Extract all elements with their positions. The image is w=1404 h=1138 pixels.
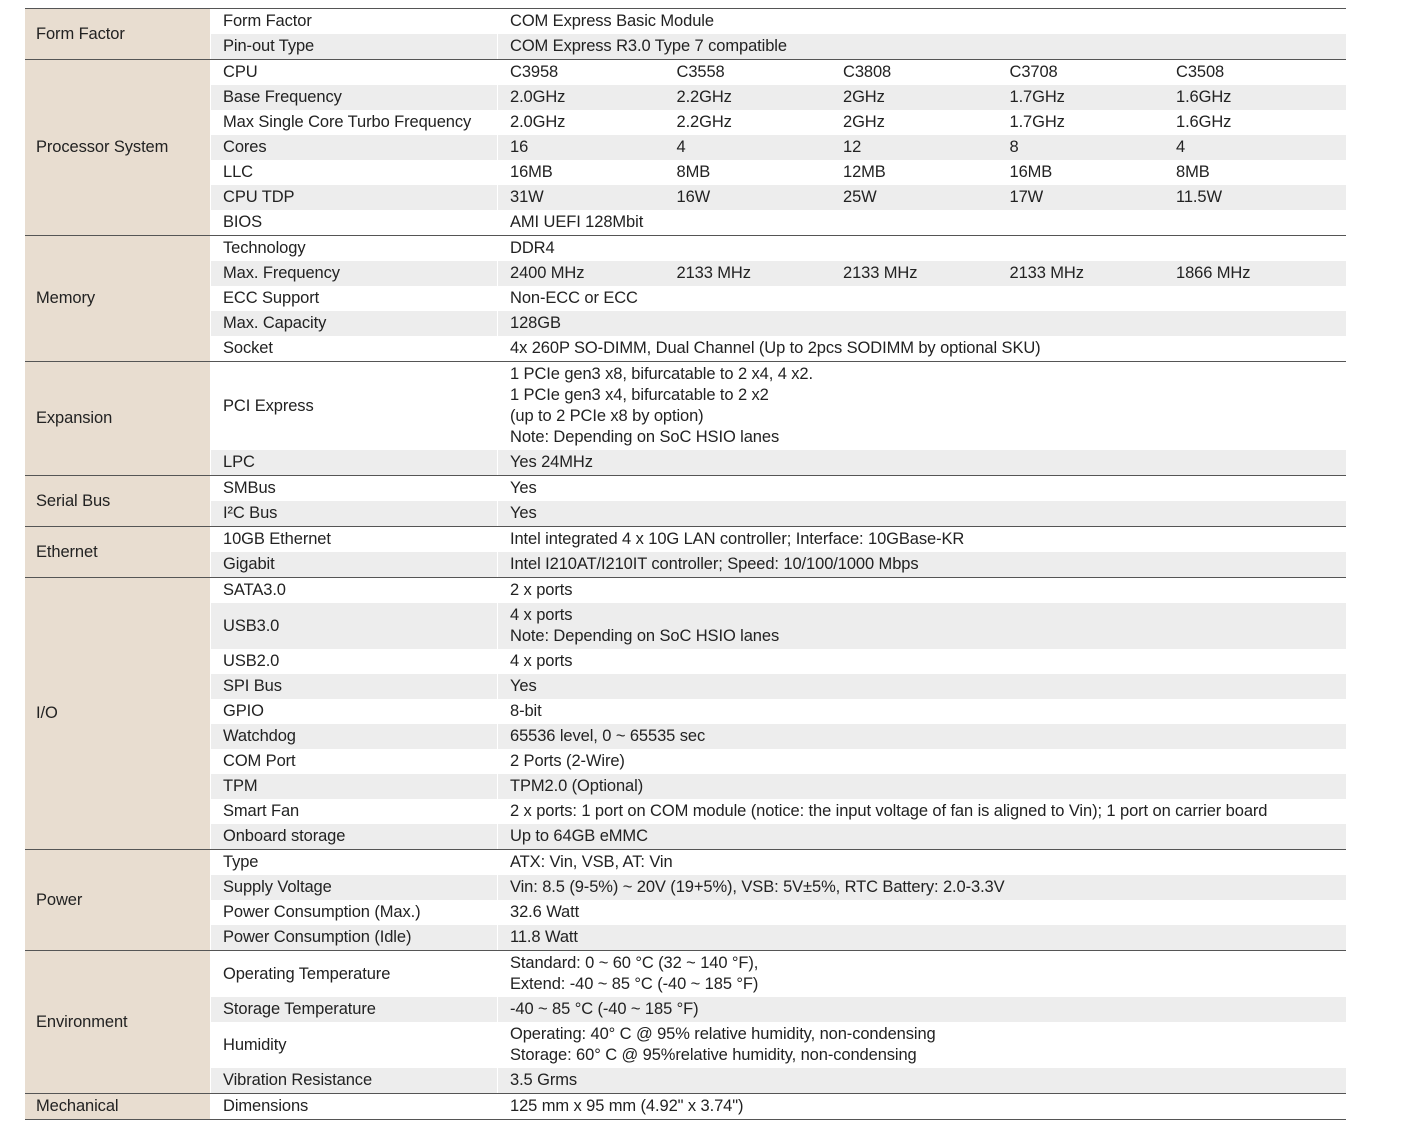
spec-row [211, 724, 1346, 749]
spec-group [25, 950, 1346, 1093]
spec-row [211, 501, 1346, 526]
spec-label: Power Consumption (Max.) [211, 900, 498, 925]
spec-value-line: Extend: -40 ~ 85 °C (-40 ~ 185 °F) [510, 975, 759, 993]
spec-label: Technology [211, 236, 498, 261]
spec-value [498, 1094, 1346, 1119]
spec-cell: 1.6GHz [1176, 88, 1232, 106]
spec-row [211, 875, 1346, 900]
spec-row [211, 135, 1346, 160]
category-label: Expansion [25, 362, 211, 475]
spec-rows [211, 476, 1346, 526]
spec-cell: 31W [510, 188, 544, 206]
spec-value-line: Note: Depending on SoC HSIO lanes [510, 627, 780, 645]
spec-multi-value [498, 113, 1346, 132]
spec-label: Cores [211, 135, 498, 160]
spec-group [25, 526, 1346, 577]
spec-label: CPU [211, 60, 498, 85]
spec-value-line: Vin: 8.5 (9-5%) ~ 20V (19+5%), VSB: 5V±5%, RTC Battery: 2.0-3.3V [510, 878, 1005, 896]
spec-row [211, 850, 1346, 875]
spec-value [498, 527, 1346, 552]
spec-label: Storage Temperature [211, 997, 498, 1022]
spec-label: Operating Temperature [211, 951, 498, 997]
spec-value [498, 603, 1346, 649]
spec-value-line: Yes [510, 479, 537, 497]
spec-rows [211, 60, 1346, 235]
spec-group [25, 8, 1346, 59]
spec-label: Max. Frequency [211, 261, 498, 286]
spec-rows [211, 362, 1346, 475]
spec-value [498, 724, 1346, 749]
spec-row [211, 774, 1346, 799]
spec-label: 10GB Ethernet [211, 527, 498, 552]
spec-rows [211, 236, 1346, 361]
category-label: Power [25, 850, 211, 950]
spec-label: ECC Support [211, 286, 498, 311]
spec-value [498, 578, 1346, 603]
spec-cell: 2133 MHz [676, 264, 751, 282]
spec-rows [211, 1094, 1346, 1119]
spec-cell: 2.0GHz [510, 113, 566, 131]
spec-value [498, 774, 1346, 799]
spec-multi-value [498, 163, 1346, 182]
spec-value [498, 1022, 1346, 1068]
spec-row [211, 799, 1346, 824]
spec-cell: 2.0GHz [510, 88, 566, 106]
spec-label: Supply Voltage [211, 875, 498, 900]
spec-cell: C3958 [510, 63, 559, 81]
spec-row [211, 9, 1346, 34]
spec-label: SPI Bus [211, 674, 498, 699]
category-label: I/O [25, 578, 211, 849]
spec-value-line: 2 x ports: 1 port on COM module (notice: the input voltage of fan is aligned to Vin); 1 port on carrier board [510, 802, 1268, 820]
spec-row [211, 951, 1346, 997]
spec-value-line: Operating: 40° C @ 95% relative humidity, non-condensing [510, 1025, 936, 1043]
spec-label: Dimensions [211, 1094, 498, 1119]
spec-row [211, 311, 1346, 336]
spec-group [25, 475, 1346, 526]
spec-value-line: 125 mm x 95 mm (4.92" x 3.74") [510, 1097, 744, 1115]
spec-row [211, 1068, 1346, 1093]
spec-value-line: 4 x ports [510, 606, 573, 624]
spec-label: Humidity [211, 1022, 498, 1068]
spec-table [25, 8, 1346, 1120]
spec-value [498, 925, 1346, 950]
spec-row [211, 476, 1346, 501]
spec-label: Max. Capacity [211, 311, 498, 336]
spec-label: LPC [211, 450, 498, 475]
spec-value [498, 649, 1346, 674]
spec-label: TPM [211, 774, 498, 799]
spec-row [211, 160, 1346, 185]
spec-value-line: -40 ~ 85 °C (-40 ~ 185 °F) [510, 1000, 699, 1018]
spec-label: Base Frequency [211, 85, 498, 110]
spec-label: Pin-out Type [211, 34, 498, 59]
spec-label: COM Port [211, 749, 498, 774]
spec-value-line: DDR4 [510, 239, 555, 257]
spec-multi-value [498, 63, 1346, 82]
spec-cell: C3808 [843, 63, 892, 81]
spec-row [211, 552, 1346, 577]
spec-cell: 17W [1009, 188, 1044, 206]
spec-value [498, 850, 1346, 875]
category-label: Environment [25, 951, 211, 1093]
spec-value-line: 2 Ports (2-Wire) [510, 752, 625, 770]
spec-multi-value [498, 88, 1346, 107]
spec-group [25, 59, 1346, 235]
spec-value-line: 4 x ports [510, 652, 573, 670]
spec-value-line: AMI UEFI 128Mbit [510, 213, 644, 231]
spec-value [498, 336, 1346, 361]
spec-cell: 2133 MHz [843, 264, 918, 282]
spec-value [498, 900, 1346, 925]
spec-value [498, 450, 1346, 475]
spec-cell: 4 [1176, 138, 1186, 156]
spec-label: BIOS [211, 210, 498, 235]
spec-rows [211, 850, 1346, 950]
spec-value-line: 2 x ports [510, 581, 573, 599]
spec-value-line: (up to 2 PCIe x8 by option) [510, 407, 704, 425]
spec-cell: 25W [843, 188, 877, 206]
spec-row [211, 1022, 1346, 1068]
spec-value-line: TPM2.0 (Optional) [510, 777, 644, 795]
spec-label: Socket [211, 336, 498, 361]
spec-value [498, 362, 1346, 450]
spec-multi-value [498, 188, 1346, 207]
spec-cell: 2400 MHz [510, 264, 585, 282]
spec-label: Smart Fan [211, 799, 498, 824]
spec-row [211, 185, 1346, 210]
spec-value-line: Yes [510, 677, 537, 695]
spec-value-line: 3.5 Grms [510, 1071, 578, 1089]
spec-multi-value [498, 138, 1346, 157]
spec-value [498, 997, 1346, 1022]
spec-row [211, 749, 1346, 774]
spec-value-line: Up to 64GB eMMC [510, 827, 648, 845]
spec-value-line: 8-bit [510, 702, 542, 720]
spec-label: Max Single Core Turbo Frequency [211, 110, 498, 135]
spec-cell: 2.2GHz [676, 113, 732, 131]
spec-value [498, 951, 1346, 997]
category-label: Ethernet [25, 527, 211, 577]
spec-value-line: Non-ECC or ECC [510, 289, 638, 307]
spec-cell: 2133 MHz [1009, 264, 1084, 282]
spec-cell: 12 [843, 138, 862, 156]
spec-value [498, 552, 1346, 577]
spec-value-line: 1 PCIe gen3 x8, bifurcatable to 2 x4, 4 x2. [510, 365, 813, 383]
category-label: Memory [25, 236, 211, 361]
spec-cell: 1.7GHz [1009, 88, 1065, 106]
spec-cell: 11.5W [1176, 188, 1222, 206]
spec-cell: C3558 [676, 63, 725, 81]
spec-rows [211, 578, 1346, 849]
spec-value-line: Intel integrated 4 x 10G LAN controller; Interface: 10GBase-KR [510, 530, 965, 548]
spec-cell: 8MB [676, 163, 711, 181]
spec-value [498, 236, 1346, 261]
spec-label: Gigabit [211, 552, 498, 577]
spec-value [498, 9, 1346, 34]
spec-value-line: 128GB [510, 314, 561, 332]
spec-value [498, 799, 1346, 824]
spec-value-line: COM Express Basic Module [510, 12, 714, 30]
spec-cell: 4 [676, 138, 686, 156]
spec-row [211, 110, 1346, 135]
spec-value-line: Standard: 0 ~ 60 °C (32 ~ 140 °F), [510, 954, 759, 972]
spec-value-line: COM Express R3.0 Type 7 compatible [510, 37, 787, 55]
spec-rows [211, 527, 1346, 577]
spec-cell: 1.6GHz [1176, 113, 1232, 131]
spec-cell: 16MB [1009, 163, 1053, 181]
spec-value-line: Intel I210AT/I210IT controller; Speed: 10/100/1000 Mbps [510, 555, 919, 573]
spec-cell: 2.2GHz [676, 88, 732, 106]
category-label: Processor System [25, 60, 211, 235]
spec-value [498, 210, 1346, 235]
spec-label: Onboard storage [211, 824, 498, 849]
spec-row [211, 603, 1346, 649]
spec-value-line: Storage: 60° C @ 95%relative humidity, non-condensing [510, 1046, 917, 1064]
spec-label: Type [211, 850, 498, 875]
spec-value-line: ATX: Vin, VSB, AT: Vin [510, 853, 673, 871]
spec-row [211, 649, 1346, 674]
spec-rows [211, 951, 1346, 1093]
spec-value [498, 501, 1346, 526]
spec-value-line: 65536 level, 0 ~ 65535 sec [510, 727, 706, 745]
spec-value-line: Yes 24MHz [510, 453, 593, 471]
spec-row [211, 60, 1346, 85]
spec-row [211, 699, 1346, 724]
spec-value-line: Note: Depending on SoC HSIO lanes [510, 428, 780, 446]
spec-row [211, 997, 1346, 1022]
spec-row [211, 900, 1346, 925]
spec-cell: C3708 [1009, 63, 1058, 81]
spec-cell: 2GHz [843, 88, 885, 106]
spec-value [498, 34, 1346, 59]
spec-value-line: Yes [510, 504, 537, 522]
spec-value [498, 875, 1346, 900]
spec-label: CPU TDP [211, 185, 498, 210]
category-label: Form Factor [25, 9, 211, 59]
spec-label: Form Factor [211, 9, 498, 34]
spec-label: I²C Bus [211, 501, 498, 526]
spec-group [25, 361, 1346, 475]
category-label: Mechanical [25, 1094, 211, 1119]
spec-cell: 1866 MHz [1176, 264, 1251, 282]
spec-row [211, 362, 1346, 450]
spec-row [211, 674, 1346, 699]
spec-cell: 16MB [510, 163, 553, 181]
spec-value-line: 32.6 Watt [510, 903, 580, 921]
spec-label: Power Consumption (Idle) [211, 925, 498, 950]
spec-row [211, 824, 1346, 849]
spec-row [211, 527, 1346, 552]
spec-label: PCI Express [211, 362, 498, 450]
spec-value [498, 286, 1346, 311]
spec-row [211, 236, 1346, 261]
spec-value [498, 311, 1346, 336]
spec-label: Watchdog [211, 724, 498, 749]
spec-cell: C3508 [1176, 63, 1225, 81]
spec-row [211, 925, 1346, 950]
spec-group [25, 577, 1346, 849]
spec-group [25, 235, 1346, 361]
spec-row [211, 336, 1346, 361]
spec-row [211, 450, 1346, 475]
spec-row [211, 85, 1346, 110]
spec-row [211, 286, 1346, 311]
spec-cell: 1.7GHz [1009, 113, 1065, 131]
spec-row [211, 34, 1346, 59]
spec-value-line: 1 PCIe gen3 x4, bifurcatable to 2 x2 [510, 386, 769, 404]
spec-cell: 16W [676, 188, 711, 206]
spec-group [25, 849, 1346, 950]
spec-cell: 8MB [1176, 163, 1210, 181]
spec-cell: 2GHz [843, 113, 885, 131]
spec-value [498, 824, 1346, 849]
spec-value [498, 749, 1346, 774]
spec-label: USB2.0 [211, 649, 498, 674]
spec-cell: 16 [510, 138, 529, 156]
spec-rows [211, 9, 1346, 59]
category-label: Serial Bus [25, 476, 211, 526]
spec-value [498, 1068, 1346, 1093]
spec-label: USB3.0 [211, 603, 498, 649]
spec-label: SATA3.0 [211, 578, 498, 603]
spec-label: SMBus [211, 476, 498, 501]
spec-label: Vibration Resistance [211, 1068, 498, 1093]
spec-value [498, 476, 1346, 501]
spec-row [211, 210, 1346, 235]
spec-cell: 12MB [843, 163, 886, 181]
spec-cell: 8 [1009, 138, 1019, 156]
spec-label: GPIO [211, 699, 498, 724]
spec-row [211, 1094, 1346, 1119]
spec-value [498, 699, 1346, 724]
spec-group [25, 1093, 1346, 1120]
spec-value-line: 11.8 Watt [510, 928, 578, 946]
spec-row [211, 261, 1346, 286]
spec-value [498, 674, 1346, 699]
spec-multi-value [498, 264, 1346, 283]
spec-row [211, 578, 1346, 603]
spec-value-line: 4x 260P SO-DIMM, Dual Channel (Up to 2pcs SODIMM by optional SKU) [510, 339, 1041, 357]
spec-label: LLC [211, 160, 498, 185]
